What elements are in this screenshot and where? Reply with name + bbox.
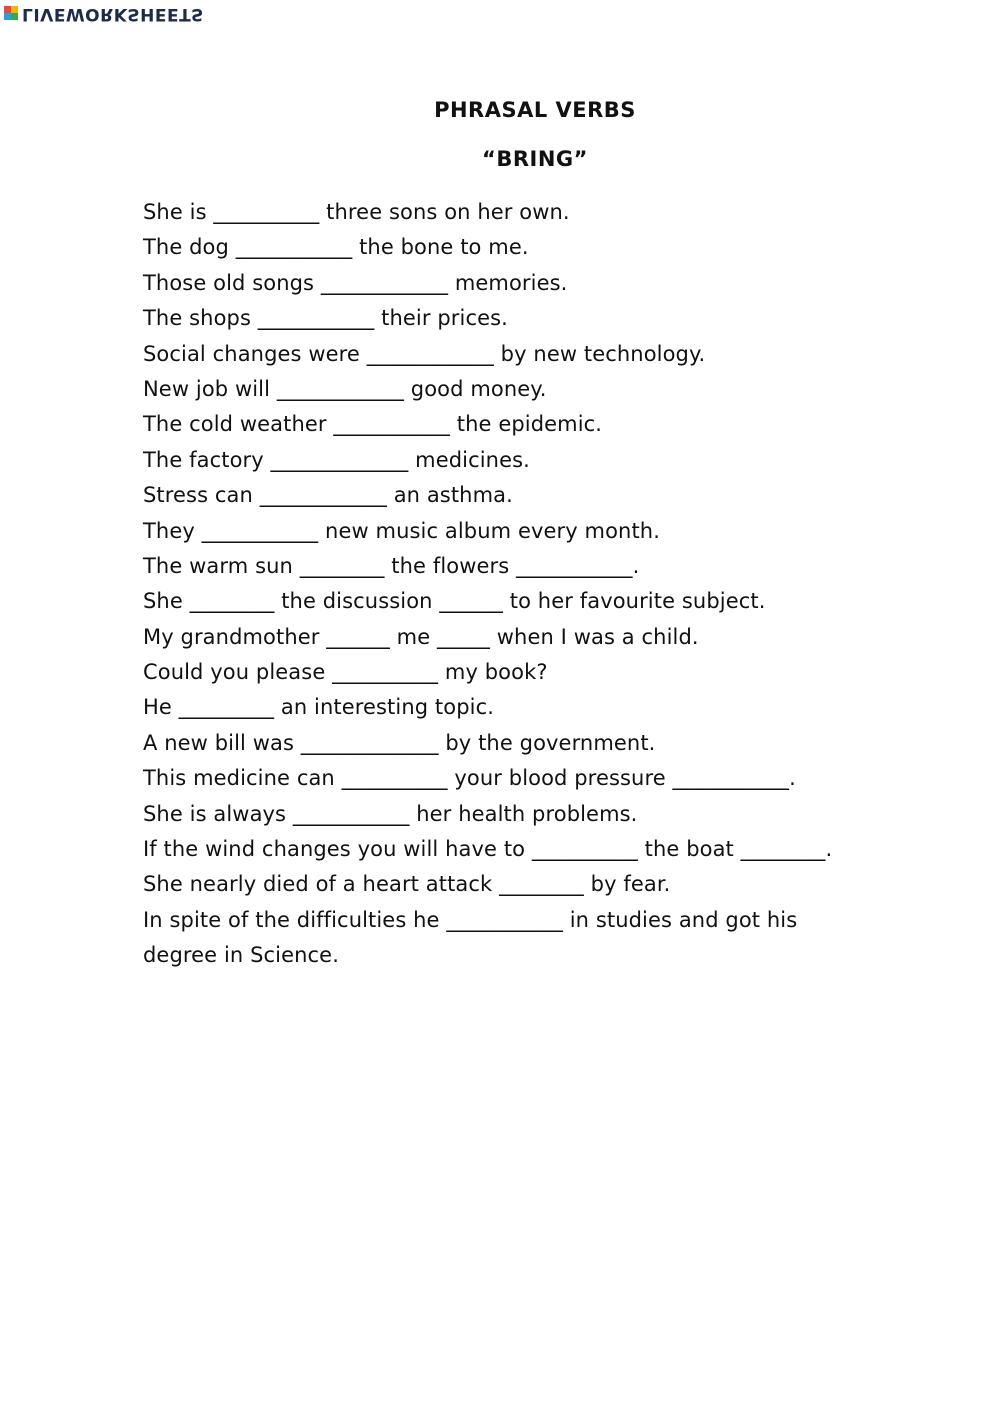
- sentence-1: She is __________ three sons on her own.: [143, 200, 570, 224]
- sentence-3: Those old songs ____________ memories.: [143, 270, 568, 295]
- sentence-5: Social changes were ____________ by new technology.: [143, 341, 706, 366]
- sentence-17: This medicine can __________ your blood pressure ___________.: [143, 766, 796, 791]
- logo-square-red: [4, 6, 11, 13]
- sentence-18: She is always ___________ her health problems.: [143, 801, 638, 826]
- sentence-9: Stress can ____________ an asthma.: [143, 483, 513, 508]
- sentence-14: Could you please __________ my book?: [143, 660, 548, 685]
- sentence-21: In spite of the difficulties he ___________ in studies and got his: [143, 907, 798, 932]
- sentence-12: She ________ the discussion ______ to her favourite subject.: [143, 589, 766, 614]
- sentence-13: My grandmother ______ me _____ when I was a child.: [143, 624, 699, 649]
- worksheet-title: PHRASAL VERBS: [434, 98, 636, 122]
- sentence-20: She nearly died of a heart attack ________ by fear.: [143, 872, 671, 897]
- logo-square-green: [11, 13, 18, 20]
- logo-text: LIVEWORKSHEETS: [22, 3, 204, 24]
- sentence-15: He _________ an interesting topic.: [143, 695, 494, 720]
- sentence-8: The factory _____________ medicines.: [143, 447, 530, 472]
- liveworksheets-logo: [4, 2, 204, 24]
- sentence-22: degree in Science.: [143, 943, 339, 968]
- logo-square-yellow: [11, 6, 18, 13]
- sentence-4: The shops ___________ their prices.: [143, 306, 508, 331]
- sentence-7: The cold weather ___________ the epidemic.: [143, 412, 603, 437]
- sentence-6: New job will ____________ good money.: [143, 376, 547, 401]
- sentence-11: The warm sun ________ the flowers ___________.: [143, 553, 640, 578]
- sentence-16: A new bill was _____________ by the government.: [143, 730, 656, 755]
- logo-square-blue: [4, 13, 11, 20]
- worksheet-subtitle: “BRING”: [482, 147, 588, 171]
- sentence-list: [143, 195, 963, 974]
- sentence-2: The dog ___________ the bone to me.: [143, 235, 529, 260]
- logo-grid-icon: [4, 6, 18, 20]
- sentence-10: They ___________ new music album every month.: [143, 518, 660, 543]
- sentence-19: If the wind changes you will have to __________ the boat ________.: [143, 837, 833, 862]
